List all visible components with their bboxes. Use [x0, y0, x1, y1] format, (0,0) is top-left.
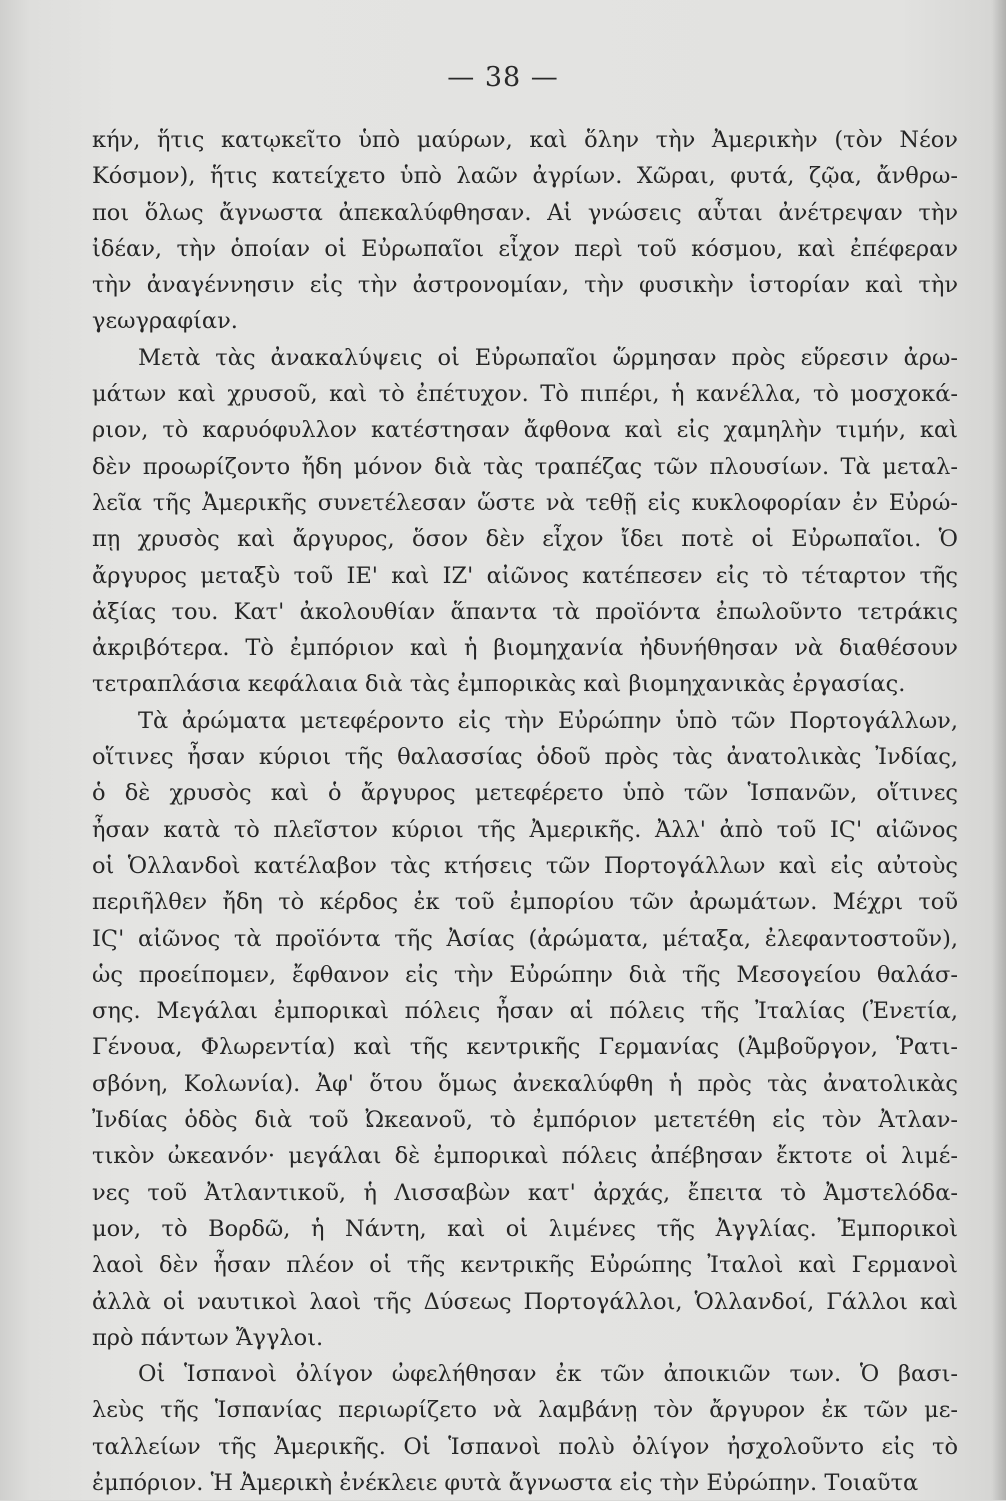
text-line: λεῖα τῆς Ἀμερικῆς συνετέλεσαν ὥστε νὰ τεθῇ εἰς κυκλοφορίαν ἐν Εὐρώ-: [92, 489, 958, 516]
text-line: ἀλλὰ οἱ ναυτικοὶ λαοὶ τῆς Δύσεως Πορτογάλλοι, Ὁλλανδοί, Γάλλοι καὶ: [92, 1288, 958, 1315]
text-line: τετραπλάσια κεφάλαια διὰ τὰς ἐμπορικὰς καὶ βιομηχανικὰς ἐργασίας.: [92, 671, 906, 698]
text-line: τικὸν ὠκεανόν· μεγάλαι δὲ ἐμπορικαὶ πόλεις ἀπέβησαν ἔκτοτε οἱ λιμέ-: [92, 1143, 958, 1170]
text-line: ἐμπόριον. Ἡ Ἀμερικὴ ἐνέκλειε φυτὰ ἄγνωστα εἰς τὴν Εὐρώπην. Τοιαῦτα: [92, 1469, 919, 1496]
text-line: λαοὶ δὲν ἦσαν πλέον οἱ τῆς κεντρικῆς Εὐρώπης Ἰταλοὶ καὶ Γερμανοὶ: [92, 1252, 958, 1279]
page-edge-shadow: [992, 0, 1006, 1500]
text-line: ποι ὅλως ἄγνωστα ἀπεκαλύφθησαν. Αἱ γνώσεις αὗται ἀνέτρεψαν τὴν: [92, 199, 958, 226]
page-number: — 38 —: [447, 62, 559, 93]
text-line: ὁ δὲ χρυσὸς καὶ ὁ ἄργυρος μετεφέρετο ὑπὸ τῶν Ἱσπανῶν, οἵτινες: [92, 780, 958, 807]
text-line: ριον, τὸ καρυόφυλλον κατέστησαν ἄφθονα καὶ εἰς χαμηλὴν τιμήν, καὶ: [92, 417, 958, 444]
text-line: τὴν ἀναγέννησιν εἰς τὴν ἀστρονομίαν, τὴν φυσικὴν ἱστορίαν καὶ τὴν: [92, 272, 958, 299]
text-line: Ἰνδίας ὁδὸς διὰ τοῦ Ὠκεανοῦ, τὸ ἐμπόριον μετετέθη εἰς τὸν Ἀτλαν-: [92, 1107, 958, 1134]
text-line: μάτων καὶ χρυσοῦ, καὶ τὸ ἐπέτυχον. Τὸ πιπέρι, ἡ κανέλλα, τὸ μοσχοκά-: [92, 381, 958, 408]
text-line: δὲν προωρίζοντο ἤδη μόνον διὰ τὰς τραπέζας τῶν πλουσίων. Τὰ μεταλ-: [92, 453, 958, 480]
text-line: περιῆλθεν ἤδη τὸ κέρδος ἐκ τοῦ ἐμπορίου τῶν ἀρωμάτων. Μέχρι τοῦ: [92, 889, 958, 916]
text-line: σβόνη, Κολωνία). Ἀφ' ὅτου ὅμως ἀνεκαλύφθη ἡ πρὸς τὰς ἀνατολικὰς: [92, 1070, 958, 1097]
text-line: ΙϚ' αἰῶνος τὰ προϊόντα τῆς Ἀσίας (ἀρώματα, μέταξα, ἐλεφαντοστοῦν),: [92, 925, 958, 952]
text-line: νες τοῦ Ἀτλαντικοῦ, ἡ Λισσαβὼν κατ' ἀρχάς, ἔπειτα τὸ Ἀμστελόδα-: [92, 1179, 958, 1206]
text-line: ἰδέαν, τὴν ὁποίαν οἱ Εὐρωπαῖοι εἶχον περὶ τοῦ κόσμου, καὶ ἐπέφεραν: [92, 235, 958, 262]
text-line: Οἱ Ἱσπανοὶ ὀλίγον ὠφελήθησαν ἐκ τῶν ἀποικιῶν των. Ὁ βασι-: [138, 1361, 958, 1388]
text-line: ταλλείων τῆς Ἀμερικῆς. Οἱ Ἱσπανοὶ πολὺ ὀλίγον ἠσχολοῦντο εἰς τὸ: [92, 1433, 958, 1460]
text-line: γεωγραφίαν.: [92, 308, 238, 335]
text-line: Μετὰ τὰς ἀνακαλύψεις οἱ Εὐρωπαῖοι ὥρμησαν πρὸς εὕρεσιν ἀρω-: [138, 344, 958, 371]
body-text: [92, 122, 958, 1501]
text-line: μον, τὸ Βορδῶ, ἡ Νάντη, καὶ οἱ λιμένες τῆς Ἀγγλίας. Ἐμπορικοὶ: [92, 1215, 958, 1242]
text-line: λεὺς τῆς Ἱσπανίας περιωρίζετο νὰ λαμβάνῃ τὸν ἄργυρον ἐκ τῶν με-: [92, 1397, 958, 1424]
text-line: πρὸ πάντων Ἄγγλοι.: [92, 1324, 324, 1351]
paragraph: [92, 122, 958, 340]
text-line: Κόσμον), ἥτις κατείχετο ὑπὸ λαῶν ἀγρίων. Χῶραι, φυτά, ζῷα, ἄνθρω-: [92, 163, 958, 190]
text-line: οἵτινες ἦσαν κύριοι τῆς θαλασσίας ὁδοῦ πρὸς τὰς ἀνατολικὰς Ἰνδίας,: [92, 744, 958, 771]
text-line: ἀξίας του. Κατ' ἀκολουθίαν ἅπαντα τὰ προϊόντα ἐπωλοῦντο τετράκις: [92, 598, 958, 625]
paragraph: [92, 1356, 958, 1501]
text-line: ἀκριβότερα. Τὸ ἐμπόριον καὶ ἡ βιομηχανία ἠδυνήθησαν νὰ διαθέσουν: [92, 635, 958, 662]
text-line: οἱ Ὁλλανδοὶ κατέλαβον τὰς κτήσεις τῶν Πορτογάλλων καὶ εἰς αὐτοὺς: [92, 852, 958, 879]
text-line: πῃ χρυσὸς καὶ ἄργυρος, ὅσον δὲν εἶχον ἴδει ποτὲ οἱ Εὐρωπαῖοι. Ὁ: [92, 526, 958, 553]
text-line: ὡς προείπομεν, ἔφθανον εἰς τὴν Εὐρώπην διὰ τῆς Μεσογείου θαλάσ-: [92, 961, 958, 988]
text-line: Γένουα, Φλωρεντία) καὶ τῆς κεντρικῆς Γερμανίας (Ἀμβοῦργον, Ῥατι-: [92, 1034, 958, 1061]
text-line: σης. Μεγάλαι ἐμπορικαὶ πόλεις ἦσαν αἱ πόλεις τῆς Ἰταλίας (Ἐνετία,: [92, 998, 958, 1025]
text-line: Τὰ ἀρώματα μετεφέροντο εἰς τὴν Εὐρώπην ὑπὸ τῶν Πορτογάλλων,: [138, 707, 958, 734]
text-line: κήν, ἥτις κατῳκεῖτο ὑπὸ μαύρων, καὶ ὅλην τὴν Ἀμερικὴν (τὸν Νέον: [92, 127, 958, 153]
text-line: ἄργυρος μεταξὺ τοῦ ΙΕ' καὶ ΙΖ' αἰῶνος κατέπεσεν εἰς τὸ τέταρτον τῆς: [92, 562, 958, 589]
text-line: ἦσαν κατὰ τὸ πλεῖστον κύριοι τῆς Ἀμερικῆς. Ἀλλ' ἀπὸ τοῦ ΙϚ' αἰῶνος: [92, 816, 958, 843]
paragraph: [92, 703, 958, 1356]
paragraph: [92, 340, 958, 703]
